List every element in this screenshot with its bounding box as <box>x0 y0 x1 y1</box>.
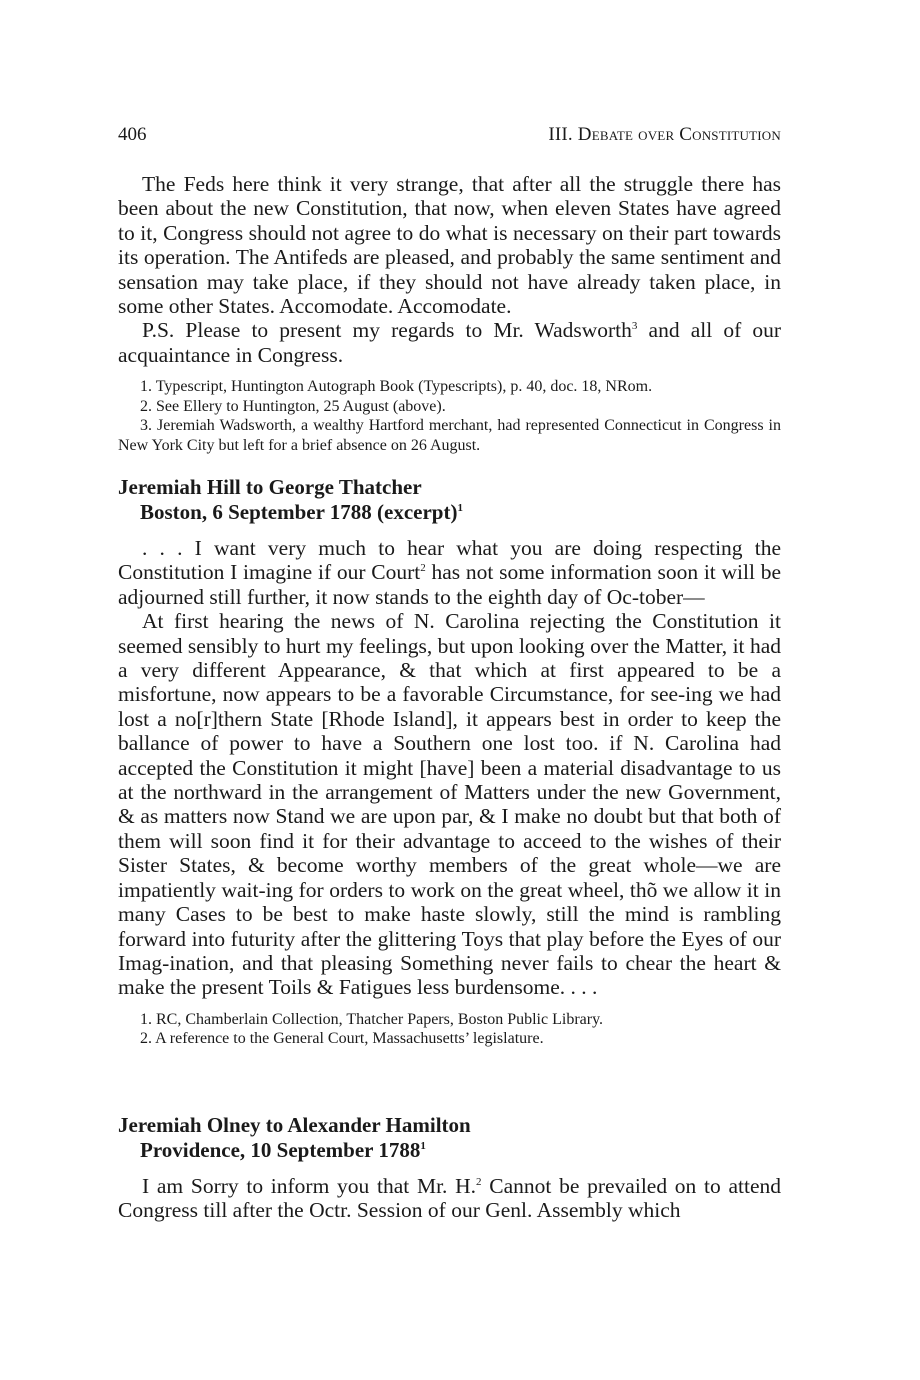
letter-2 <box>118 475 781 1049</box>
footnote-ref: 3 <box>631 320 638 333</box>
page-number: 406 <box>118 124 147 145</box>
letter-2-footnotes <box>118 1010 781 1049</box>
footnote: 1. Typescript, Huntington Autograph Book (Typescripts), p. 40, doc. 18, NRom. <box>140 378 653 396</box>
letter-heading: Jeremiah Olney to Alexander Hamilton Providence, 10 September 1788$^1$ <box>118 1113 471 1162</box>
footnote: 1. RC, Chamberlain Collection, Thatcher Papers, Boston Public Library. <box>140 1010 604 1028</box>
footnote: 3. Jeremiah Wadsworth, a wealthy Hartford merchant, had represented Connecticut in Congress in New York City but left for a brief absence on 26 August. <box>118 417 781 454</box>
letter-3-paragraph-1: I am Sorry to inform you that Mr. H.$^2$ Cannot be prevailed on to attend Congress till after the Octr. Session of our Genl. Assembly which <box>118 1174 781 1223</box>
footnote-ref: 2 <box>420 562 426 575</box>
letter-3 <box>118 1113 781 1223</box>
letter-heading: Jeremiah Hill to George Thatcher Boston, 6 September 1788 (excerpt)$^1$ <box>118 475 463 524</box>
letter-2-paragraph-1: . . . I want very much to hear what you are doing respecting the Constitution I imagine if our Court$^2$ has not some information soon it will be adjourned still further, it now stands to the eighth day of Oc-tober— <box>118 536 782 609</box>
postscript: P.S. Please to present my regards to Mr. Wadsworth$^3$ and all of our acquaintance in Congress. <box>118 318 782 367</box>
letter-1 <box>118 172 781 455</box>
letter-1-footnotes <box>118 377 781 455</box>
footnote-ref: 2 <box>476 1176 482 1188</box>
footnote: 2. See Ellery to Huntington, 25 August (above). <box>140 397 446 415</box>
footnote: 2. A reference to the General Court, Massachusetts’ legislature. <box>140 1030 544 1048</box>
section-title: III. Debate over Constitution <box>548 124 781 145</box>
running-head <box>118 124 781 148</box>
letter-1-paragraph: The Feds here think it very strange, that after all the struggle there has been about the new Constitution, that now, when eleven States have agreed to it, Congress should not agree to do what is necessary on their part towards its operation. The Antifeds are pleased, and probably the same sentiment and sensation may take place, if they should not have already taken place, in some other States. Accomodate. Accomodate. <box>118 172 781 319</box>
letter-2-paragraph-2: At first hearing the news of N. Carolina rejecting the Constitution it seemed sensibly to hurt my feelings, but upon looking over the Matter, it had a very different Appearance, & that which at first appeared to be a misfortune, now appears to be a favorable Circumstance, for see-ing we had lost a no[r]thern State [Rhode Island], it appears best in order to keep the ballance of power to have a Southern one lost too. if N. Carolina had accepted the Constitution it might [have] been a material disadvantage to us at the northward in the arrangement of Matters under the new Government, & as matters now Stand we are upon par, & I make no doubt but that both of them will soon find it for their advantage to acceed to the wishes of their Sister States, & become worthy members of the great whole—we are impatiently wait-ing for orders to work on the great wheel, thõ we allow it in many Cases to be best to make haste slowly, still the mind is rambling forward into futurity after the glittering Toys that play before the Eyes of our Imag-ination, and that pleasing Something never fails to chear the heart & make the present Toils & Fatigues less burdensome. . . . <box>118 609 781 1000</box>
